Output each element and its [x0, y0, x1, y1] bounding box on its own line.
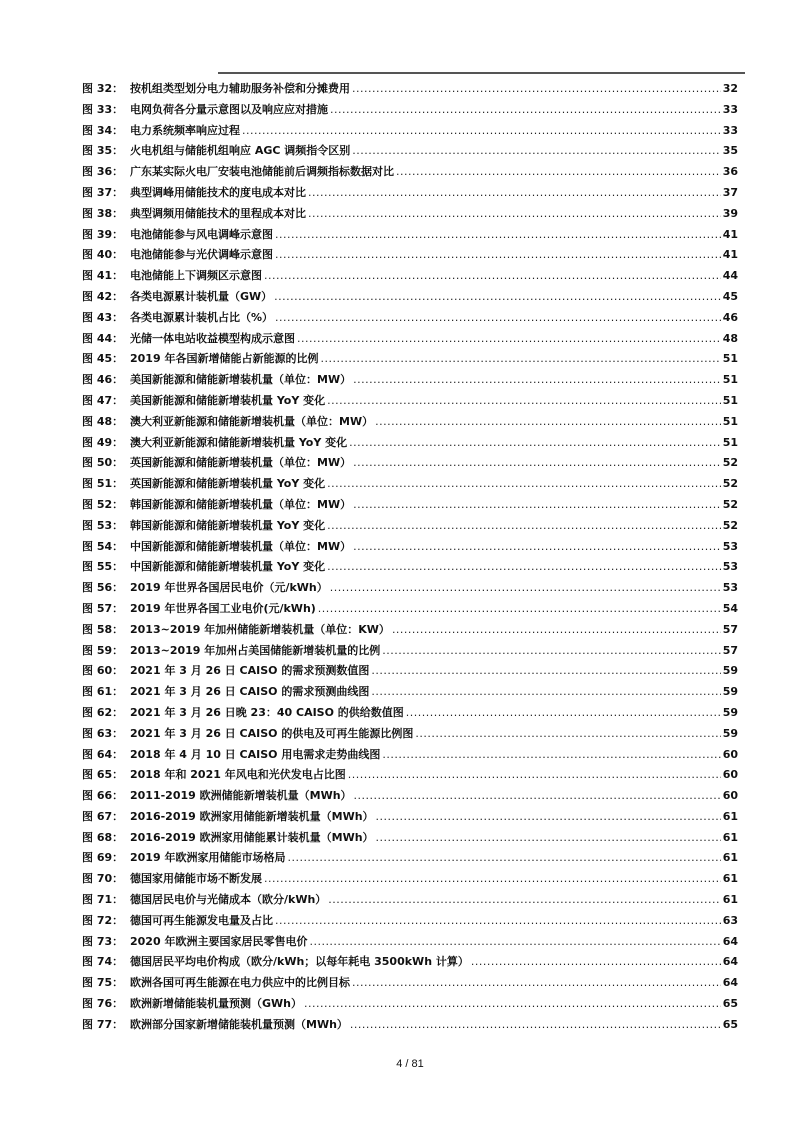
- figure-title[interactable]: 按机组类型划分电力辅助服务补偿和分摊费用: [130, 82, 350, 95]
- figure-label: 图 66：: [82, 789, 124, 803]
- figure-title[interactable]: 德国居民电价与光储成本（欧分/kWh）: [130, 893, 327, 907]
- dot-leader: [392, 623, 721, 636]
- page-ref[interactable]: 60: [722, 789, 738, 803]
- toc-entry[interactable]: [82, 309, 738, 330]
- page-ref[interactable]: 61: [722, 851, 738, 865]
- toc-entry[interactable]: [82, 122, 738, 143]
- page-ref[interactable]: 59: [722, 685, 738, 699]
- toc-entry[interactable]: [82, 184, 738, 205]
- figure-title[interactable]: 2018 年 4 月 10 日 CAISO 用电需求走势曲线图: [130, 747, 381, 761]
- figure-title[interactable]: 光储一体电站收益模型构成示意图: [130, 331, 295, 345]
- figure-label: 图 72：: [82, 913, 124, 927]
- dot-leader: [354, 789, 721, 802]
- figure-label: 图 64：: [82, 747, 124, 761]
- dot-leader: [328, 893, 720, 906]
- toc-entry[interactable]: [82, 330, 738, 351]
- figure-title[interactable]: 欧洲各国可再生能源在电力供应中的比例目标: [130, 976, 350, 990]
- dot-leader: [348, 768, 721, 781]
- figure-label: 图 52：: [82, 497, 124, 511]
- figure-title[interactable]: 火电机组与储能机组响应 AGC 调频指令区别: [130, 144, 351, 158]
- dot-leader: [327, 519, 721, 532]
- figure-label: 图 69：: [82, 851, 124, 865]
- figure-label: 图 59：: [82, 643, 124, 657]
- figure-label: 图 35：: [82, 144, 124, 158]
- dot-leader: [376, 810, 721, 823]
- figure-title[interactable]: 澳大利亚新能源和储能新增装机量 YoY 变化: [130, 435, 348, 449]
- page-ref[interactable]: 36: [722, 165, 738, 179]
- dot-leader: [353, 498, 721, 511]
- page-ref[interactable]: 45: [722, 289, 738, 303]
- toc-entry[interactable]: [82, 454, 738, 475]
- dot-leader: [353, 456, 721, 469]
- figure-title[interactable]: 电网负荷各分量示意图以及响应应对措施: [130, 102, 328, 116]
- toc-entry[interactable]: [82, 80, 738, 101]
- dot-leader: [376, 831, 721, 844]
- header-rule: [218, 72, 745, 74]
- toc-entry[interactable]: [82, 205, 738, 226]
- toc-entry[interactable]: [82, 933, 738, 954]
- figure-label: 图 50：: [82, 456, 124, 470]
- dot-leader: [382, 748, 720, 761]
- figure-title[interactable]: 2020 年欧洲主要国家居民零售电价: [130, 934, 308, 948]
- dot-leader: [274, 290, 721, 303]
- page-ref[interactable]: 59: [722, 726, 738, 740]
- figure-label: 图 56：: [82, 581, 124, 595]
- toc-entry[interactable]: [82, 995, 738, 1016]
- dot-leader: [471, 955, 721, 968]
- figure-label: 图 51：: [82, 477, 124, 491]
- toc-entry[interactable]: [82, 953, 738, 974]
- figure-label: 图 36：: [82, 165, 124, 179]
- page-ref[interactable]: 52: [722, 518, 738, 532]
- dot-leader: [275, 248, 721, 261]
- figure-label: 图 48：: [82, 414, 124, 428]
- dot-leader: [352, 144, 720, 157]
- figure-title[interactable]: 2021 年 3 月 26 日 CAISO 的供电及可再生能源比例图: [130, 726, 414, 740]
- toc-entry[interactable]: [82, 1016, 738, 1037]
- figure-title[interactable]: 英国新能源和储能新增装机量（单位：MW）: [130, 456, 352, 470]
- page-ref[interactable]: 60: [722, 768, 738, 782]
- page-ref[interactable]: 51: [722, 414, 738, 428]
- page-ref[interactable]: 57: [722, 622, 738, 636]
- toc-entry[interactable]: [82, 142, 738, 163]
- figure-title[interactable]: 2019 年世界各国居民电价（元/kWh）: [130, 581, 328, 595]
- figure-label: 图 42：: [82, 289, 124, 303]
- dot-leader: [275, 914, 721, 927]
- toc-entry[interactable]: [82, 246, 738, 267]
- figure-label: 图 75：: [82, 976, 124, 990]
- figure-title[interactable]: 德国家用储能市场不断发展: [130, 872, 262, 886]
- figure-title[interactable]: 中国新能源和储能新增装机量（单位：MW）: [130, 539, 352, 553]
- page-ref[interactable]: 51: [722, 393, 738, 407]
- page-ref[interactable]: 59: [722, 664, 738, 678]
- figure-title[interactable]: 电池储能参与风电调峰示意图: [130, 227, 273, 241]
- page-ref[interactable]: 33: [722, 123, 738, 137]
- figure-label: 图 34：: [82, 123, 124, 137]
- figure-title[interactable]: 2019 年世界各国工业电价(元/kWh): [130, 601, 316, 615]
- dot-leader: [352, 976, 721, 989]
- toc-entry[interactable]: [82, 746, 738, 767]
- toc-entry[interactable]: [82, 350, 738, 371]
- dot-leader: [330, 581, 721, 594]
- dot-leader: [353, 373, 721, 386]
- page-ref[interactable]: 46: [722, 310, 738, 324]
- figure-title[interactable]: 电池储能上下调频区示意图: [130, 269, 262, 283]
- figure-title[interactable]: 美国新能源和储能新增装机量（单位：MW）: [130, 373, 352, 387]
- toc-entry[interactable]: [82, 579, 738, 600]
- page-ref[interactable]: 65: [722, 1017, 738, 1031]
- page-ref[interactable]: 41: [722, 248, 738, 262]
- figure-title[interactable]: 2021 年 3 月 26 日 CAISO 的需求预测数值图: [130, 664, 370, 678]
- figure-list: [82, 80, 738, 1037]
- page-ref[interactable]: 65: [722, 997, 738, 1011]
- page-ref[interactable]: 37: [722, 185, 738, 199]
- figure-label: 图 74：: [82, 955, 124, 969]
- dot-leader: [330, 103, 721, 116]
- toc-entry[interactable]: [82, 101, 738, 122]
- figure-label: 图 68：: [82, 830, 124, 844]
- figure-label: 图 62：: [82, 705, 124, 719]
- figure-label: 图 70：: [82, 872, 124, 886]
- dot-leader: [275, 228, 721, 241]
- figure-title[interactable]: 各类电源累计装机量（GW）: [130, 289, 273, 303]
- dot-leader: [353, 540, 721, 553]
- toc-entry[interactable]: [82, 558, 738, 579]
- figure-title[interactable]: 典型调峰用储能技术的度电成本对比: [130, 185, 306, 199]
- dot-leader: [275, 311, 721, 324]
- figure-label: 图 61：: [82, 685, 124, 699]
- figure-label: 图 37：: [82, 185, 124, 199]
- figure-title[interactable]: 欧洲部分国家新增储能装机量预测（MWh）: [130, 1017, 348, 1031]
- toc-entry[interactable]: [82, 912, 738, 933]
- page-ref[interactable]: 32: [722, 82, 738, 95]
- figure-title[interactable]: 2016-2019 欧洲家用储能累计装机量（MWh）: [130, 830, 374, 844]
- dot-leader: [308, 186, 721, 199]
- figure-label: 图 45：: [82, 352, 124, 366]
- page-ref[interactable]: 60: [722, 747, 738, 761]
- figure-label: 图 63：: [82, 726, 124, 740]
- figure-label: 图 57：: [82, 601, 124, 615]
- page-ref[interactable]: 48: [722, 331, 738, 345]
- toc-entry[interactable]: [82, 392, 738, 413]
- figure-title[interactable]: 2021 年 3 月 26 日 CAISO 的需求预测曲线图: [130, 685, 370, 699]
- dot-leader: [304, 997, 721, 1010]
- figure-label: 图 38：: [82, 206, 124, 220]
- dot-leader: [242, 124, 721, 137]
- page-ref[interactable]: 53: [722, 581, 738, 595]
- toc-entry[interactable]: [82, 849, 738, 870]
- page-ref[interactable]: 52: [722, 456, 738, 470]
- dot-leader: [371, 664, 720, 677]
- figure-title[interactable]: 2013~2019 年加州占美国储能新增装机量的比例: [130, 643, 381, 657]
- toc-entry[interactable]: [82, 870, 738, 891]
- toc-entry[interactable]: [82, 413, 738, 434]
- page-ref[interactable]: 57: [722, 643, 738, 657]
- toc-entry[interactable]: [82, 829, 738, 850]
- figure-title[interactable]: 电池储能参与光伏调峰示意图: [130, 248, 273, 262]
- page-ref[interactable]: 39: [722, 206, 738, 220]
- toc-entry[interactable]: [82, 475, 738, 496]
- figure-title[interactable]: 2018 年和 2021 年风电和光伏发电占比图: [130, 768, 346, 782]
- page-ref[interactable]: 64: [722, 976, 738, 990]
- figure-label: 图 60：: [82, 664, 124, 678]
- page-ref[interactable]: 53: [722, 539, 738, 553]
- page-ref[interactable]: 44: [722, 269, 738, 283]
- page-ref[interactable]: 54: [722, 601, 738, 615]
- dot-leader: [264, 872, 721, 885]
- figure-title[interactable]: 2019 年各国新增储能占新能源的比例: [130, 352, 319, 366]
- figure-label: 图 71：: [82, 893, 124, 907]
- page-number: 4 / 81: [396, 1058, 424, 1070]
- figure-title[interactable]: 2013~2019 年加州储能新增装机量（单位：KW）: [130, 622, 390, 636]
- figure-label: 图 46：: [82, 373, 124, 387]
- dot-leader: [327, 477, 721, 490]
- page-ref[interactable]: 53: [722, 560, 738, 574]
- page-ref[interactable]: 35: [722, 144, 738, 158]
- toc-entry[interactable]: [82, 517, 738, 538]
- toc-entry[interactable]: [82, 787, 738, 808]
- toc-entry[interactable]: [82, 288, 738, 309]
- page-ref[interactable]: 51: [722, 352, 738, 366]
- dot-leader: [308, 207, 721, 220]
- page-ref[interactable]: 61: [722, 893, 738, 907]
- page-ref[interactable]: 52: [722, 497, 738, 511]
- toc-entry[interactable]: [82, 496, 738, 517]
- dot-leader: [352, 82, 721, 95]
- figure-title[interactable]: 2019 年欧洲家用储能市场格局: [130, 851, 286, 865]
- page-ref[interactable]: 64: [722, 955, 738, 969]
- page-ref[interactable]: 59: [722, 705, 738, 719]
- toc-entry[interactable]: [82, 725, 738, 746]
- figure-label: 图 32：: [82, 82, 124, 95]
- figure-label: 图 39：: [82, 227, 124, 241]
- figure-title[interactable]: 2021 年 3 月 26 日晚 23：40 CAISO 的供给数值图: [130, 705, 404, 719]
- toc-entry[interactable]: [82, 642, 738, 663]
- figure-label: 图 73：: [82, 934, 124, 948]
- figure-title[interactable]: 2016-2019 欧洲家用储能新增装机量（MWh）: [130, 809, 374, 823]
- figure-title[interactable]: 韩国新能源和储能新增装机量（单位：MW）: [130, 497, 352, 511]
- figure-label: 图 49：: [82, 435, 124, 449]
- figure-label: 图 44：: [82, 331, 124, 345]
- toc-entry[interactable]: [82, 163, 738, 184]
- page-ref[interactable]: 64: [722, 934, 738, 948]
- figure-label: 图 58：: [82, 622, 124, 636]
- figure-title[interactable]: 2011-2019 欧洲储能新增装机量（MWh）: [130, 789, 352, 803]
- dot-leader: [375, 415, 721, 428]
- dot-leader: [327, 560, 721, 573]
- dot-leader: [297, 332, 721, 345]
- page-ref[interactable]: 33: [722, 102, 738, 116]
- figure-label: 图 67：: [82, 809, 124, 823]
- toc-entry[interactable]: [82, 621, 738, 642]
- page-ref[interactable]: 61: [722, 872, 738, 886]
- dot-leader: [371, 685, 720, 698]
- figure-title[interactable]: 德国可再生能源发电量及占比: [130, 913, 273, 927]
- figure-title[interactable]: 电力系统频率响应过程: [130, 123, 240, 137]
- page-ref[interactable]: 41: [722, 227, 738, 241]
- dot-leader: [415, 727, 720, 740]
- dot-leader: [318, 602, 721, 615]
- toc-entry[interactable]: [82, 974, 738, 995]
- figure-label: 图 40：: [82, 248, 124, 262]
- dot-leader: [350, 1018, 721, 1031]
- figure-title[interactable]: 欧洲新增储能装机量预测（GWh）: [130, 997, 302, 1011]
- page-ref[interactable]: 61: [722, 830, 738, 844]
- toc-entry[interactable]: [82, 683, 738, 704]
- figure-label: 图 54：: [82, 539, 124, 553]
- page-ref[interactable]: 52: [722, 477, 738, 491]
- toc-entry[interactable]: [82, 434, 738, 455]
- figure-title[interactable]: 韩国新能源和储能新增装机量 YoY 变化: [130, 518, 326, 532]
- figure-label: 图 53：: [82, 518, 124, 532]
- dot-leader: [406, 706, 721, 719]
- toc-entry[interactable]: [82, 662, 738, 683]
- toc-entry[interactable]: [82, 226, 738, 247]
- dot-leader: [349, 436, 721, 449]
- toc-entry[interactable]: [82, 766, 738, 787]
- dot-leader: [327, 394, 721, 407]
- figure-title[interactable]: 广东某实际火电厂安装电池储能前后调频指标数据对比: [130, 165, 394, 179]
- page-ref[interactable]: 63: [722, 913, 738, 927]
- toc-entry[interactable]: [82, 538, 738, 559]
- page-ref[interactable]: 51: [722, 435, 738, 449]
- figure-label: 图 43：: [82, 310, 124, 324]
- dot-leader: [309, 935, 720, 948]
- dot-leader: [287, 851, 720, 864]
- toc-entry[interactable]: [82, 371, 738, 392]
- figure-label: 图 65：: [82, 768, 124, 782]
- dot-leader: [264, 269, 721, 282]
- dot-leader: [396, 165, 721, 178]
- figure-title[interactable]: 典型调频用储能技术的里程成本对比: [130, 206, 306, 220]
- figure-label: 图 47：: [82, 393, 124, 407]
- dot-leader: [382, 644, 720, 657]
- figure-label: 图 41：: [82, 269, 124, 283]
- toc-entry[interactable]: [82, 891, 738, 912]
- toc-entry[interactable]: [82, 808, 738, 829]
- figure-label: 图 77：: [82, 1017, 124, 1031]
- figure-label: 图 76：: [82, 997, 124, 1011]
- figure-title[interactable]: 各类电源累计装机占比（%）: [130, 310, 274, 324]
- dot-leader: [320, 352, 720, 365]
- figure-title[interactable]: 中国新能源和储能新增装机量 YoY 变化: [130, 560, 326, 574]
- figure-title[interactable]: 美国新能源和储能新增装机量 YoY 变化: [130, 393, 326, 407]
- toc-entry[interactable]: [82, 267, 738, 288]
- page-ref[interactable]: 61: [722, 809, 738, 823]
- page-ref[interactable]: 51: [722, 373, 738, 387]
- toc-entry[interactable]: [82, 600, 738, 621]
- figure-title[interactable]: 德国居民平均电价构成（欧分/kWh；以每年耗电 3500kWh 计算）: [130, 955, 469, 969]
- toc-entry[interactable]: [82, 704, 738, 725]
- figure-label: 图 33：: [82, 102, 124, 116]
- figure-title[interactable]: 英国新能源和储能新增装机量 YoY 变化: [130, 477, 326, 491]
- figure-title[interactable]: 澳大利亚新能源和储能新增装机量（单位：MW）: [130, 414, 374, 428]
- figure-label: 图 55：: [82, 560, 124, 574]
